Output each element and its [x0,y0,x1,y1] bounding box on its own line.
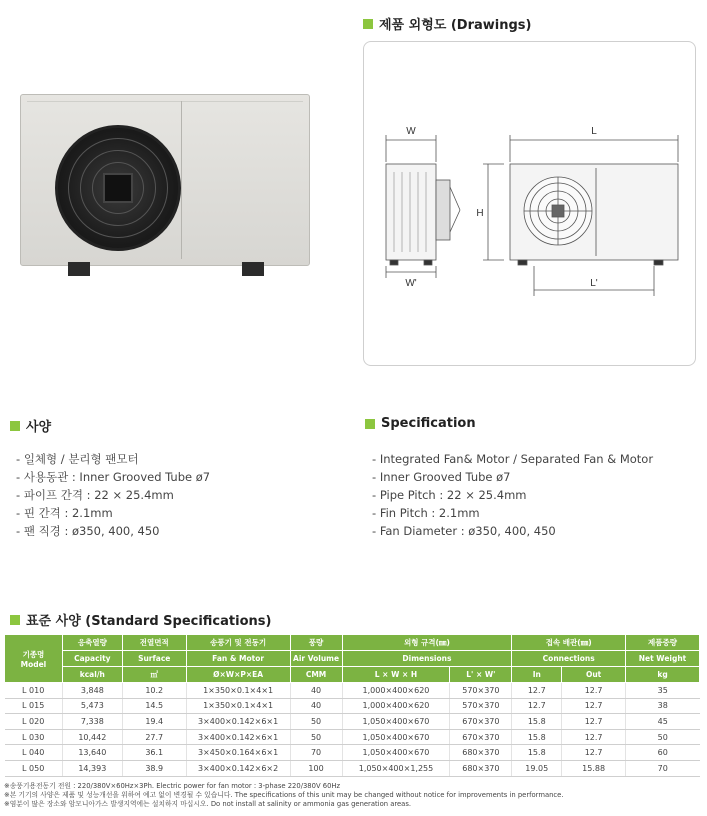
standard-spec-table [4,634,700,777]
list-item: - Integrated Fan& Motor / Separated Fan & Motor [372,450,653,468]
header-row-english: Capacity Surface Fan & Motor Air Volume Dimensions Connections Net Weight [5,651,700,667]
list-item: - Fin Pitch : 2.1mm [372,504,653,522]
list-item: - 팬 직경 : ø350, 400, 450 [16,522,210,540]
drawings-panel [363,41,696,366]
list-item: - Fan Diameter : ø350, 400, 450 [372,522,653,540]
spec-kr-heading: 사양 [10,416,51,435]
list-item: - Inner Grooved Tube ø7 [372,468,653,486]
bullet-icon [10,615,20,625]
dimension-drawing [364,42,697,367]
list-item: - Pipe Pitch : 22 × 25.4mm [372,486,653,504]
label-l: L [591,126,597,137]
footnote: ※염분이 많은 장소와 암모니아가스 발생지역에는 설치하지 마십시오. Do not install at salinity or ammonia gas generation areas. [4,800,412,808]
table-heading: 표준 사양 (Standard Specifications) [10,610,271,629]
bullet-icon [10,421,20,431]
table-row: L 030 10,442 27.7 3×400×0.142×6×1 50 1,050×400×670 670×370 15.8 12.7 50 [5,729,700,745]
label-w-prime: W' [405,278,417,289]
label-l-prime: L' [590,278,598,289]
drawings-heading: 제품 외형도 (Drawings) [363,14,531,33]
footnote: ※송풍기용전동기 전원 : 220/380V×60Hz×3Ph. Electric power for fan motor : 3-phase 220/380V 60Hz [4,782,341,790]
spec-en-heading: Specification [365,416,476,431]
model-header: 기종명 Model [5,635,63,683]
table-row: L 050 14,393 38.9 3×400×0.142×6×2 100 1,050×400×1,255 680×370 19.05 15.88 70 [5,760,700,776]
bullet-icon [363,19,373,29]
list-item: - 핀 간격 : 2.1mm [16,504,210,522]
list-item: - 사용동관 : Inner Grooved Tube ø7 [16,468,210,486]
spec-en-list [372,450,653,540]
list-item: - 파이프 간격 : 22 × 25.4mm [16,486,210,504]
footnote: ※본 기기의 사양은 제품 및 성능개선을 위하여 예고 없이 변경될 수 있습니다. The specifications of this unit may be changed without notice for improvements in performance. [4,791,564,799]
header-row-units: kcal/h ㎡ Ø×W×P×EA CMM L × W × H L' × W' In Out kg [5,667,700,683]
condenser-unit-body [20,94,310,266]
table-row: L 040 13,640 36.1 3×450×0.164×6×1 70 1,050×400×670 680×370 15.8 12.7 60 [5,745,700,761]
list-item: - 일체형 / 분리형 팬모터 [16,450,210,468]
label-h: H [476,208,484,219]
fan-guard [55,125,181,251]
table-row: L 015 5,473 14.5 1×350×0.1×4×1 40 1,000×400×620 570×370 12.7 12.7 38 [5,698,700,714]
header-row-korean: 기종명 Model 응축열량 전열면적 송풍기 및 전동기 풍량 외형 규격(㎜) 접속 배관(㎜) 제품중량 [5,635,700,651]
product-photo [16,94,316,284]
table-row: L 020 7,338 19.4 3×400×0.142×6×1 50 1,050×400×670 670×370 15.8 12.7 45 [5,714,700,730]
spec-kr-list [16,450,210,540]
footnotes [4,782,564,809]
table-row: L 010 3,848 10.2 1×350×0.1×4×1 40 1,000×400×620 570×370 12.7 12.7 35 [5,683,700,699]
label-w: W [406,126,416,137]
bullet-icon [365,419,375,429]
